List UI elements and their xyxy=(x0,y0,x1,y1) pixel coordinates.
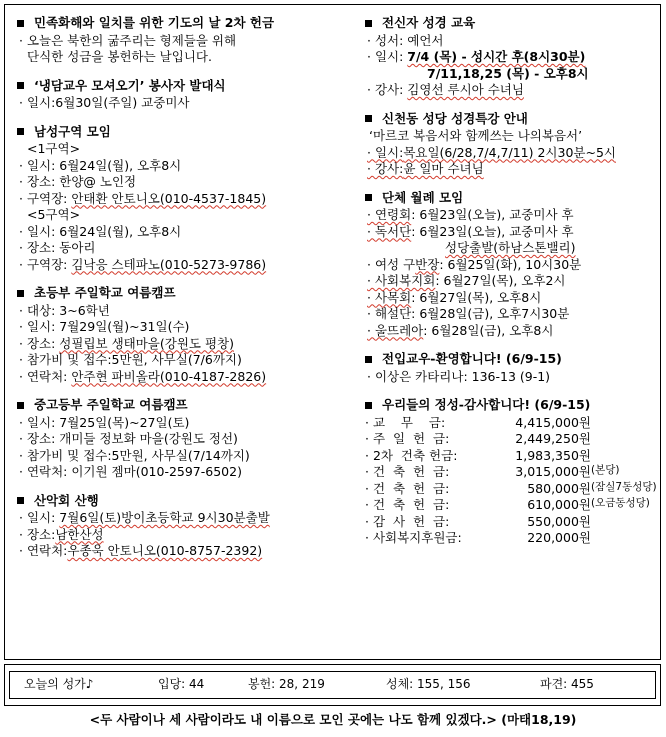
section-title: 전입교우-환영합니다! (6/9-15) xyxy=(382,351,562,366)
offering-row xyxy=(365,415,661,432)
communion-hymn: 성체: 155, 156 xyxy=(386,677,471,692)
text-line: · 일시: 7월6일(토)방이초등학교 9시30분출발 xyxy=(19,510,270,525)
offering-amount: 4,415,000원 xyxy=(515,414,591,430)
district-label: <5구역> xyxy=(27,207,81,222)
hymn-label: 오늘의 성가♪ xyxy=(24,677,94,692)
text-line: 7/11,18,25 (목) - 오후8시 xyxy=(427,65,589,81)
text-line: · 연락처: 이기원 젬마(010-2597-6502) xyxy=(19,464,242,479)
section-mens-district-meeting xyxy=(17,124,353,274)
square-bullet-icon xyxy=(17,128,24,135)
offering-amount: 610,000원 xyxy=(527,497,591,512)
square-bullet-icon xyxy=(17,82,24,89)
text-line: · 일시: 7월29일(월)~31일(수) xyxy=(19,319,190,334)
text-line: · 구역장: 김낙응 스테파노(010-5273-9786) xyxy=(19,256,267,272)
text-line: · 강사:윤 일마 수녀님 xyxy=(367,161,484,176)
offering-amount: 550,000원 xyxy=(527,513,591,529)
square-bullet-icon xyxy=(17,290,24,297)
text-line: · 참가비 및 접수:5만원, 사무실(7/6까지) xyxy=(19,352,242,367)
section-youth-summer-camp xyxy=(17,397,353,481)
section-volunteer-launch xyxy=(17,78,353,112)
offering-note: (본당) xyxy=(591,464,620,476)
square-bullet-icon xyxy=(17,20,24,27)
offering-label: · 주 일 헌 금: xyxy=(365,431,450,446)
text-line: · 대상: 3~6학년 xyxy=(19,302,110,318)
recessional-hymn: 파견: 455 xyxy=(540,677,594,692)
offering-label: · 교 무 금: xyxy=(365,414,446,430)
offering-label: · 감 사 헌 금: xyxy=(365,513,450,529)
text-line: · 장소: 개미들 정보화 마을(강원도 정선) xyxy=(19,431,238,446)
text-line: 단식한 성금을 봉헌하는 날입니다. xyxy=(27,49,212,64)
offering-amount: 3,015,000원 xyxy=(515,464,591,479)
offering-note: (잠실7동성당) xyxy=(591,480,657,493)
entrance-hymn: 입당: 44 xyxy=(158,677,205,692)
section-title: 단체 월례 모임 xyxy=(382,189,464,205)
offering-label: · 사회복지후원금: xyxy=(365,530,462,545)
square-bullet-icon xyxy=(365,20,372,27)
text-line: · 연락처:우종욱 안토니오(010-8757-2392) xyxy=(19,543,263,558)
contact-text: 우종욱 안토니오(010-8757-2392) xyxy=(67,543,263,558)
text-line: · 여성 구반장: 6월25일(화), 10시30분 xyxy=(367,256,582,272)
square-bullet-icon xyxy=(365,194,372,201)
section-title: 민족화해와 일치를 위한 기도의 날 2차 헌금 xyxy=(34,15,275,30)
section-hiking-club xyxy=(17,493,353,560)
text-line: · 울뜨레아: 6월28일(금), 오후8시 xyxy=(367,322,554,338)
left-column xyxy=(17,15,353,560)
section-title: 전신자 성경 교육 xyxy=(382,15,476,30)
square-bullet-icon xyxy=(365,115,372,122)
offertory-hymn: 봉헌: 28, 219 xyxy=(248,677,325,692)
offering-amount: 2,449,250원 xyxy=(515,431,591,446)
text-line: · 일시:목요일(6/28,7/4,7/11) 2시30분~5시 xyxy=(367,144,616,160)
offering-row xyxy=(365,448,661,465)
text-line: · 장소:남한산성 xyxy=(19,526,104,542)
text-line: · 해설단: 6월28일(금), 오후7시30분 xyxy=(367,306,570,321)
text-line: · 일시: 7월25일(목)~27일(토) xyxy=(19,414,190,430)
offering-row xyxy=(365,530,661,547)
section-elementary-summer-camp xyxy=(17,285,353,385)
offering-amount: 220,000원 xyxy=(527,530,591,545)
offering-label: · 2차 건축 헌금: xyxy=(365,447,458,463)
text-line: · 이상은 카타리나: 136-13 (9-1) xyxy=(367,368,551,384)
offering-row xyxy=(365,497,661,514)
scripture-quote: <두 사람이나 세 사람이라도 내 이름으로 모인 곳에는 나도 함께 있겠다.> (마태18,19) xyxy=(89,712,577,727)
text-line: · 일시:6월30일(주일) 교중미사 xyxy=(19,95,190,110)
offering-row xyxy=(365,464,661,481)
bulletin-frame xyxy=(4,4,661,660)
offering-row xyxy=(365,481,661,498)
text-line: · 장소: 동아리 xyxy=(19,240,96,255)
contact-text: 안태환 안토니오(010-4537-1845) xyxy=(71,190,267,206)
offering-row xyxy=(365,431,661,448)
text-line: · 연락처: 안주현 파비올라(010-4187-2826) xyxy=(19,368,267,384)
offering-list xyxy=(365,415,661,547)
section-sincheon-bible-lecture xyxy=(365,111,661,178)
offering-label: · 건 축 헌 금: xyxy=(365,497,450,512)
square-bullet-icon xyxy=(365,402,372,409)
section-title: 우리들의 정성-감사합니다! (6/9-15) xyxy=(382,397,591,412)
text-line: · 장소: 성필립보 생태마을(강원도 평창) xyxy=(19,335,234,351)
text-line: · 연령회: 6월23일(오늘), 교중미사 후 xyxy=(367,207,574,222)
section-title: ‘냉담교우 모셔오기’ 봉사자 발대식 xyxy=(34,77,226,93)
text-line: 성당출발(하남스톤밸리) xyxy=(445,240,576,255)
district-label: <1구역> xyxy=(27,141,81,156)
section-title: 남성구역 모임 xyxy=(34,123,111,139)
right-column xyxy=(365,15,661,547)
text-line: · 구역장: 안태환 안토니오(010-4537-1845) xyxy=(19,190,267,206)
offering-amount: 580,000원 xyxy=(527,480,591,496)
text-line: · 오늘은 북한의 굶주리는 형제들을 위해 xyxy=(19,32,237,48)
text-line: · 장소: 한양@ 노인정 xyxy=(19,174,137,189)
text-line: · 강사: 김영선 루시아 수녀님 xyxy=(367,82,524,97)
square-bullet-icon xyxy=(365,356,372,363)
square-bullet-icon xyxy=(17,497,24,504)
hymn-bar xyxy=(4,664,661,706)
offering-label: · 건 축 헌 금: xyxy=(365,464,450,479)
square-bullet-icon xyxy=(17,402,24,409)
contact-text: 김낙응 스테파노(010-5273-9786) xyxy=(71,256,267,272)
offering-row xyxy=(365,514,661,531)
offering-label: · 건 축 헌 금: xyxy=(365,480,450,496)
text-line: · 참가비 및 접수:5만원, 사무실(7/14까지) xyxy=(19,447,250,463)
text-line: · 일시: 7/4 (목) - 성시간 후(8시30분) xyxy=(367,49,586,64)
section-reconciliation-collection xyxy=(17,15,353,66)
section-title: 신천동 성당 성경특강 안내 xyxy=(382,110,528,126)
text-line: · 사회복지회: 6월27일(목), 오후2시 xyxy=(367,273,566,288)
section-bible-education xyxy=(365,15,661,99)
section-offerings xyxy=(365,397,661,547)
section-title: 초등부 주일학교 여름캠프 xyxy=(34,285,176,300)
offering-amount: 1,983,350원 xyxy=(515,447,591,463)
text-line: · 성서: 예언서 xyxy=(367,32,444,48)
section-title: 중고등부 주일학교 여름캠프 xyxy=(34,397,188,412)
text-line: · 일시: 6월24일(월), 오후8시 xyxy=(19,157,182,173)
text-line: · 일시: 6월24일(월), 오후8시 xyxy=(19,223,182,239)
section-monthly-group-meetings xyxy=(365,190,661,340)
text-line: · 사목회: 6월27일(목), 오후8시 xyxy=(367,289,542,305)
section-new-parishioners xyxy=(365,351,661,385)
offering-note: (오금동성당) xyxy=(591,497,650,509)
contact-text: 안주현 파비올라(010-4187-2826) xyxy=(71,368,267,384)
section-title: 산악회 산행 xyxy=(34,492,99,508)
text-line: · 독서단: 6월23일(오늘), 교중미사 후 xyxy=(367,223,574,239)
text-line: ‘마르코 복음서와 함께쓰는 나의복음서’ xyxy=(369,128,583,143)
